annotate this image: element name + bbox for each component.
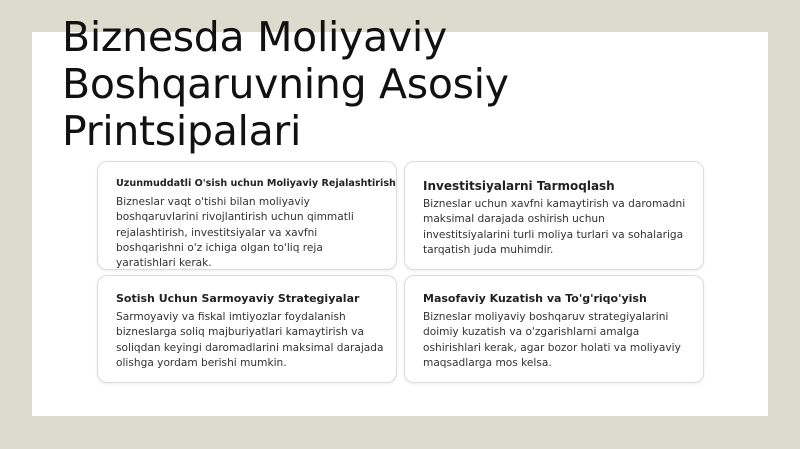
info-card-financial-planning xyxy=(97,161,397,270)
card-body: Bizneslar moliyaviy boshqaruv strategiyalarini doimiy kuzatish va o'zgarishlarni amalga oshirishlari kerak, agar bozor holati va moliyaviy maqsadlarga mos kelsa. xyxy=(423,311,681,369)
slide-title: Biznesda Moliyaviy Boshqaruvning Asosiy Printsipalari xyxy=(62,13,509,155)
card-heading: Investitsiyalarni Tarmoqlash xyxy=(423,179,615,193)
info-card-investment-strategies xyxy=(97,275,397,383)
card-body: Bizneslar uchun xavfni kamaytirish va daromadni maksimal darajada oshirish uchun investitsiyalarini turli moliya turlari va sohalariga tarqatish juda muhimdir. xyxy=(423,198,686,256)
card-heading: Uzunmuddatli O'sish uchun Moliyaviy Rejalashtirish xyxy=(116,178,396,189)
card-body: Sarmoyaviy va fiskal imtiyozlar foydalanish bizneslarga soliq majburiyatlari kamaytirish va soliqdan keyingi daromadlarini maksimal darajada olishga yordam berishi mumkin. xyxy=(116,311,384,369)
card-body: Bizneslar vaqt o'tishi bilan moliyaviy boshqaruvlarini rivojlantirish uchun qimmatli rejalashtirish, investitsiyalar va xavfni boshqarishni o'z ichiga olgan to'liq reja yaratishlari kerak. xyxy=(116,196,354,270)
info-card-monitoring-adjustment xyxy=(404,275,704,383)
info-card-investment-diversification xyxy=(404,161,704,270)
card-heading: Masofaviy Kuzatish va To'g'riqo'yish xyxy=(423,292,647,305)
card-heading: Sotish Uchun Sarmoyaviy Strategiyalar xyxy=(116,292,360,305)
